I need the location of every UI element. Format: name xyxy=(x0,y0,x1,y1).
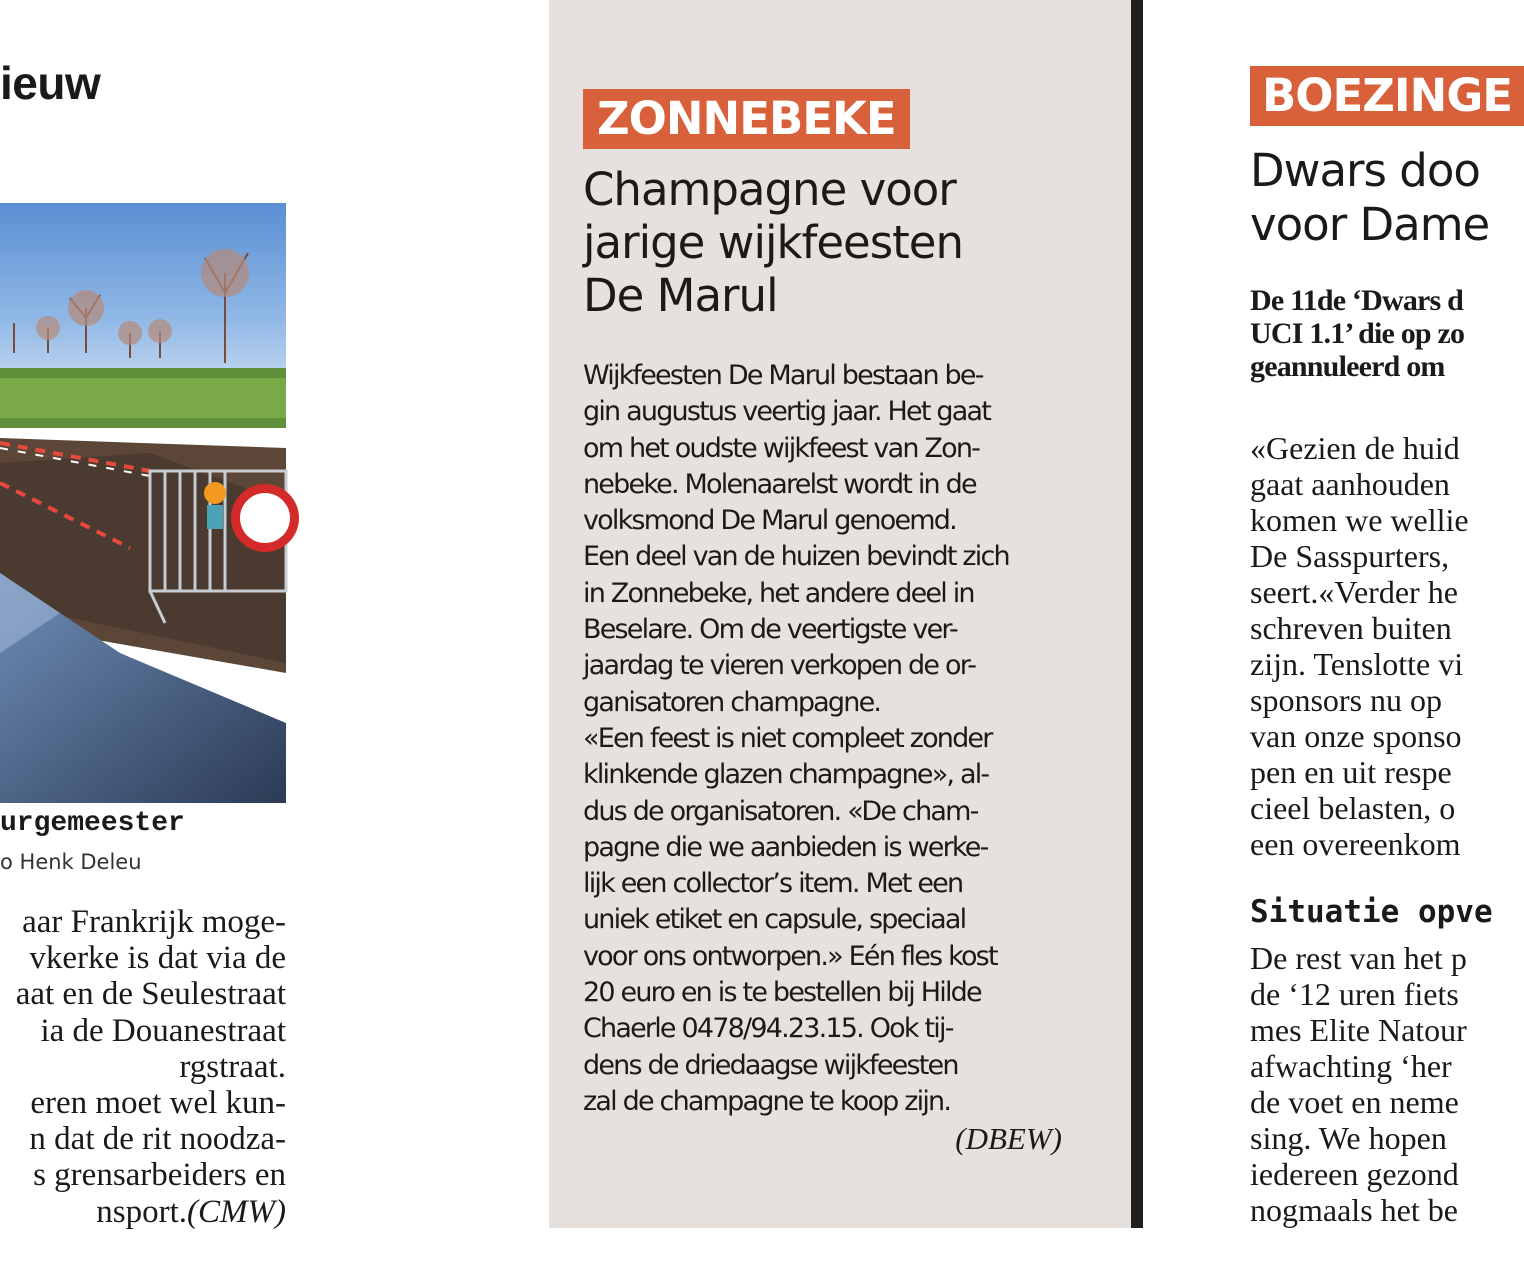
body-line: De Sasspurters, xyxy=(1250,538,1450,574)
body-line: Wijkfeesten De Marul bestaan be- xyxy=(583,360,983,391)
body-line: voor ons ontworpen.» Eén fles kost xyxy=(583,940,997,972)
body-line: de ‘12 uren fiets xyxy=(1250,976,1459,1012)
body-line: lijk een collector’s item. Met een xyxy=(583,868,963,900)
body-line: Beselare. Om de veertigste ver- xyxy=(583,614,957,646)
article-headline xyxy=(583,163,963,322)
body-line: ganisatoren champagne. xyxy=(583,686,881,718)
left-body-line: aar Frankrijk moge- xyxy=(22,904,286,940)
article-body xyxy=(583,358,1009,1120)
left-body-line: vkerke is dat via de xyxy=(29,940,286,977)
body-line: uniek etiket en capsule, speciaal xyxy=(583,904,966,936)
roadworks-photo xyxy=(0,203,286,803)
intro-line: De 11de ‘Dwars d xyxy=(1250,284,1464,317)
headline-line: Dwars doo xyxy=(1250,144,1480,197)
body-line: sing. We hopen xyxy=(1250,1120,1447,1156)
headline-line: Champagne voor xyxy=(583,163,956,216)
article-body xyxy=(1250,430,1469,862)
body-line: nebeke. Molenaarelst wordt in de xyxy=(583,468,976,500)
body-line: gin augustus veertig jaar. Het gaat xyxy=(583,396,991,428)
right-article xyxy=(1143,0,1513,1261)
body-line: sponsors nu op xyxy=(1250,682,1443,718)
left-body-line: s grensarbeiders en xyxy=(33,1157,286,1194)
body-line: om het oudste wijkfeest van Zon- xyxy=(583,432,980,464)
left-body-line: n dat de rit noodza- xyxy=(29,1121,286,1158)
article-headline xyxy=(1250,144,1489,252)
body-line: «Gezien de huid xyxy=(1250,430,1460,466)
body-line: zijn. Tenslotte vi xyxy=(1250,646,1464,682)
intro-line: geannuleerd om xyxy=(1250,350,1445,383)
body-line: de voet en neme xyxy=(1250,1084,1459,1120)
body-line: schreven buiten xyxy=(1250,610,1452,646)
left-body-line: ia de Douanestraat xyxy=(40,1012,286,1049)
body-line: zal de champagne te koop zijn. xyxy=(583,1085,951,1117)
left-heading: ieuw xyxy=(0,57,101,109)
left-article xyxy=(0,0,300,1261)
body-line: mes Elite Natour xyxy=(1250,1012,1467,1048)
body-line: jaardag te vieren verkopen de or- xyxy=(583,650,976,682)
photo-caption-title: urgemeester xyxy=(0,808,185,839)
body-line: van onze sponso xyxy=(1250,718,1462,754)
body-line: gaat aanhouden xyxy=(1250,466,1450,502)
left-byline: (CMW) xyxy=(187,1193,286,1230)
body-line: Chaerle 0478/94.23.15. Ook tij- xyxy=(583,1013,953,1045)
middle-article xyxy=(549,0,1131,1228)
left-body-line: eren moet wel kun- xyxy=(30,1085,286,1122)
body-line: Een deel van de huizen bevindt zich xyxy=(583,541,1009,573)
column-divider xyxy=(1131,0,1143,1228)
body-line: 20 euro en is te bestellen bij Hilde xyxy=(583,977,981,1009)
left-body-last-line xyxy=(16,1194,286,1230)
article-body-continued xyxy=(1250,940,1467,1228)
article-subheading: Situatie opve xyxy=(1250,894,1493,930)
photo-credit: o Henk Deleu xyxy=(0,850,142,874)
body-line: «Een feest is niet compleet zonder xyxy=(583,722,992,754)
body-line: in Zonnebeke, het andere deel in xyxy=(583,577,974,609)
body-line: klinkende glazen champagne», al- xyxy=(583,759,989,791)
body-line: volksmond De Marul genoemd. xyxy=(583,505,956,537)
body-line: dus de organisatoren. «De cham- xyxy=(583,795,978,827)
body-line: De rest van het p xyxy=(1250,940,1467,976)
body-line: cieel belasten, o xyxy=(1250,790,1456,826)
section-kicker: ZONNEBEKE xyxy=(583,89,910,149)
left-body-text xyxy=(16,904,286,1230)
section-kicker: BOEZINGE xyxy=(1250,66,1524,126)
left-body-line: rgstraat. xyxy=(179,1048,286,1085)
headline-line: De Marul xyxy=(583,269,778,322)
article-byline: (DBEW) xyxy=(955,1121,1062,1156)
body-line: dens de driedaagse wijkfeesten xyxy=(583,1049,958,1081)
body-line: komen we wellie xyxy=(1250,502,1469,538)
body-line: iedereen gezond xyxy=(1250,1156,1459,1192)
left-body-line: aat en de Seulestraat xyxy=(15,976,286,1013)
body-line: seert.«Verder he xyxy=(1250,574,1458,610)
left-body-line: nsport. xyxy=(96,1193,188,1230)
body-line: nogmaals het be xyxy=(1250,1192,1458,1228)
body-line: pen en uit respe xyxy=(1250,754,1452,790)
body-line: een overeenkom xyxy=(1250,826,1461,862)
headline-line: voor Dame xyxy=(1250,198,1490,251)
article-intro xyxy=(1250,284,1464,383)
body-line: afwachting ‘her xyxy=(1250,1048,1452,1084)
intro-line: UCI 1.1’ die op zo xyxy=(1250,317,1465,350)
headline-line: jarige wijkfeesten xyxy=(583,216,964,269)
body-line: pagne die we aanbieden is werke- xyxy=(583,831,988,863)
